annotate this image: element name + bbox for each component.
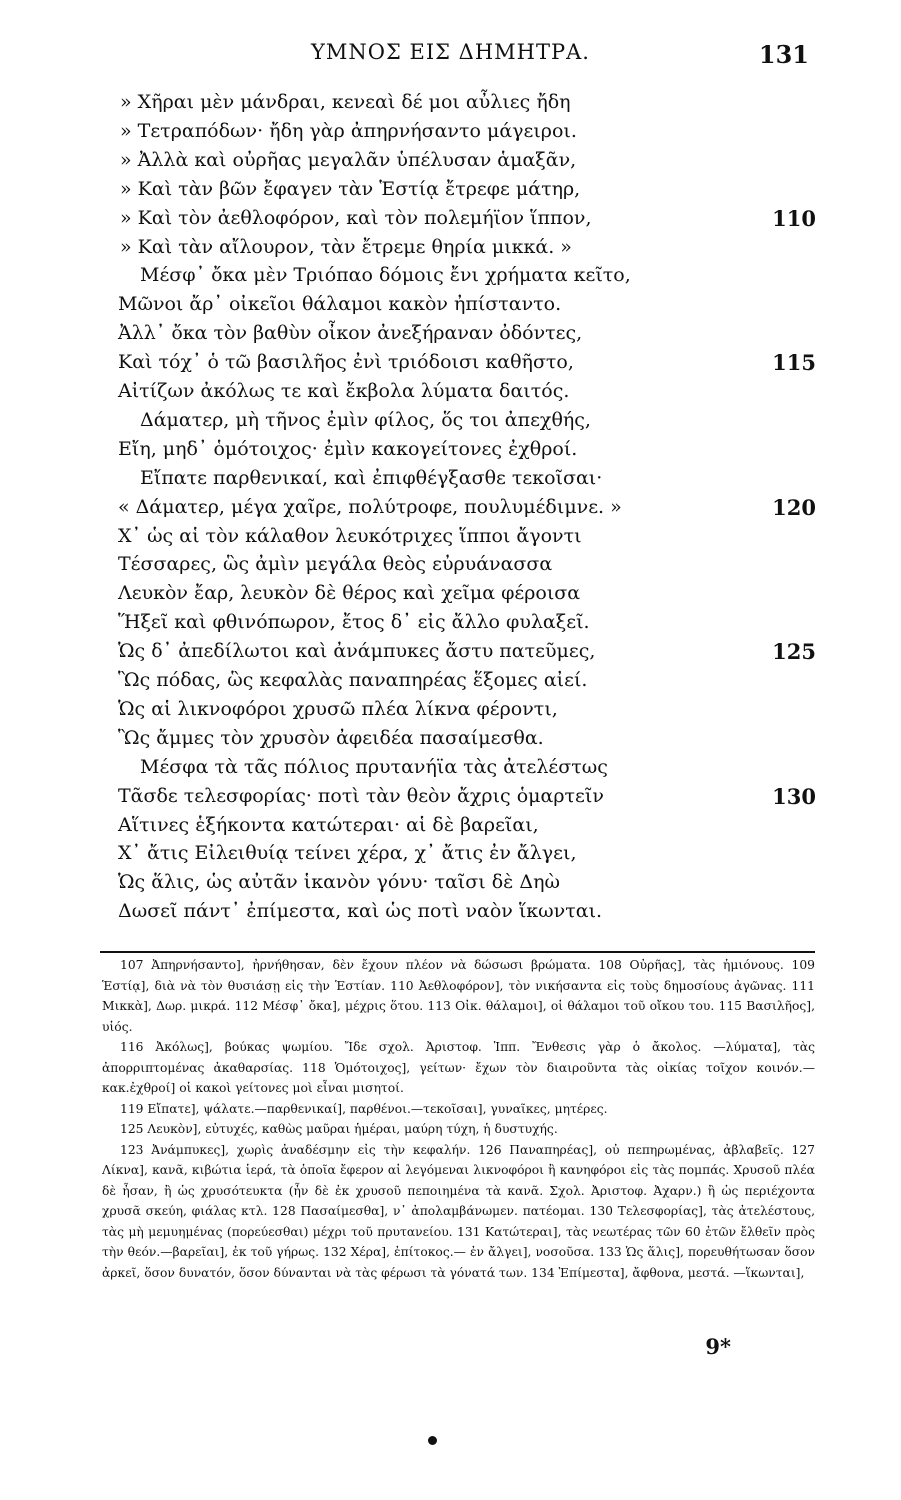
verse-line bbox=[0, 233, 901, 262]
verse-text: » Τετραπόδων· ἤδη γὰρ ἀπηρνήσαντο μάγειροι. bbox=[120, 119, 577, 142]
verse-text: Ὡς δ᾽ ἀπεδίλωτοι καὶ ἀνάμπυκες ἄστυ πατεῦμες, bbox=[118, 640, 596, 663]
verse-text: Δωσεῖ πάντ᾽ ἐπίμεστα, καὶ ὡς ποτὶ ναὸν ἵκωνται. bbox=[118, 900, 603, 923]
verse-line bbox=[0, 753, 901, 782]
verse-text: Εἴη, μηδ᾽ ὁμότοιχος· ἐμὶν κακογείτονες ἐχθροί. bbox=[118, 437, 578, 460]
verse-text: Εἴπατε παρθενικαί, καὶ ἐπιφθέγξασθε τεκοῖσαι· bbox=[140, 466, 603, 489]
verse-line bbox=[0, 377, 901, 406]
verse-line bbox=[0, 204, 901, 233]
verse-line bbox=[0, 868, 901, 897]
footnote-paragraph: 107 Ἀπηρνήσαντο], ἠρνήθησαν, δὲν ἔχουν πλέον νὰ δώσωσι βρώματα. 108 Οὐρῆας], τὰς ἡμιόνους. 109 Ἑστίᾳ], διὰ νὰ τὸν θυσιάσῃ εἰς τὴν Ἑστίαν. 110 Ἀεθλοφόρον], τὸν νικήσαντα εἰς τοὺς δημοσίους ἀγῶνας. 111 Μικκὰ], Δωρ. μικρά. 112 Μέσφ᾽ ὄκα], μέχρις ὅτου. 113 Οἰκ. θάλαμοι], οἱ θάλαμοι τοῦ οἴκου του. 115 Βασιλῆος], υἱός. bbox=[102, 958, 815, 1034]
verse-text: Χ᾽ ὡς αἱ τὸν κάλαθον λευκότριχες ἵπποι ἄγοντι bbox=[118, 524, 582, 547]
verse-line bbox=[0, 88, 901, 117]
verse-text: Χ᾽ ἄτις Εἰλειθυίᾳ τείνει χέρα, χ᾽ ἄτις ἐν ἄλγει, bbox=[118, 842, 577, 865]
footnote-paragraph: 125 Λευκὸν], εὐτυχές, καθὼς μαῦραι ἡμέραι, μαύρη τύχη, ἡ δυστυχής. bbox=[120, 1122, 558, 1136]
verse-line bbox=[0, 464, 901, 493]
verse-line bbox=[0, 897, 901, 926]
verse-text: Αἵτινες ἑξήκοντα κατώτεραι· αἱ δὲ βαρεῖαι, bbox=[118, 813, 539, 836]
footnotes bbox=[102, 955, 815, 1283]
line-number: 120 bbox=[772, 494, 816, 520]
verse-line bbox=[0, 608, 901, 637]
verse-text: Ὡς ἅλις, ὡς αὐτᾶν ἱκανὸν γόνυ· ταῖσι δὲ Δηὼ bbox=[118, 871, 560, 894]
verse-line bbox=[0, 348, 901, 377]
footnote-paragraph: 119 Εἴπατε], ψάλατε.—παρθενικαί], παρθένοι.—τεκοῖσαι], γυναῖκες, μητέρες. bbox=[120, 1101, 608, 1116]
verse-text: Τέσσαρες, ὣς ἀμὶν μεγάλα θεὸς εὐρυάνασσα bbox=[118, 553, 553, 576]
verse-text: Ἥξεῖ καὶ φθινόπωρον, ἔτος δ᾽ εἰς ἄλλο φυλαξεῖ. bbox=[118, 611, 590, 634]
verse-line bbox=[0, 637, 901, 666]
line-number: 130 bbox=[772, 783, 816, 809]
footnote-paragraph: 123 Ἀνάμπυκες], χωρὶς ἀναδέσμην εἰς τὴν κεφαλήν. 126 Παναπηρέας], οὐ πεπηρωμένας, ἀβλαβεῖς. 127 Λίκνα], κανᾶ, κιβώτια ἱερά, τὰ ὁποῖα ἔφερον αἱ λεγόμεναι λικνοφόροι ἢ κανηφόροι εἰς τὰς πομπάς. Χρυσοῦ πλέα δὲ ἦσαν, ἢ ὡς χρυσότευκτα (ἦν δὲ ἐκ χρυσοῦ πεποιημένα τὰ κανᾶ. Σχολ. Ἀριστοφ. Ἀχαρν.) ἢ ὡς περιέχοντα χρυσᾶ σκεύη, φιάλας κτλ. 128 Πασαίμεσθα], ν᾽ ἀπολαμβάνωμεν. πατέομαι. 130 Τελεσφορίας], τὰς ἀτελέστους, τὰς μὴ μεμυημένας (πορεύεσθαι) μέχρι τοῦ πρυτανείου. 131 Κατώτεραι], τὰς νεωτέρας τῶν 60 ἐτῶν ἔλθεῖν πρὸς τὴν θεόν.—βαρεῖαι], ἐκ τοῦ γήρως. 132 Χέρα], ἐπίτοκος.— ἐν ἄλγει], νοσοῦσα. 133 Ὡς ἅλις], πορευθήτωσαν ὅσον ἀρκεῖ, ὅσον δυνατόν, ὅσον δύνανται νὰ τὰς φέρωσι τὰ γόνατά των. 134 Ἐπίμεστα], ἄφθονα, μεστά. —ἵκωνται], bbox=[102, 1142, 815, 1280]
verse-text: » Καὶ τὸν ἀεθλοφόρον, καὶ τὸν πολεμήϊον ἵππον, bbox=[120, 206, 592, 229]
verse-text: » Καὶ τὰν βῶν ἔφαγεν τὰν Ἑστίᾳ ἔτρεφε μάτηρ, bbox=[120, 177, 581, 200]
verse-line bbox=[0, 146, 901, 175]
verse-line bbox=[0, 290, 901, 319]
verse-text: » Χῆραι μὲν μάνδραι, κενεαὶ δέ μοι αὖλιες ἤδη bbox=[120, 91, 571, 113]
verse-text: Ὣς πόδας, ὣς κεφαλὰς παναπηρέας ἕξομες αἰεί. bbox=[118, 669, 588, 691]
verse-text: Δάματερ, μὴ τῆνος ἐμὶν φίλος, ὅς τοι ἀπεχθής, bbox=[140, 408, 591, 431]
line-number: 125 bbox=[772, 639, 816, 665]
verse-text: Μέσφα τὰ τᾶς πόλιος πρυτανήϊα τὰς ἀτελέστως bbox=[140, 755, 608, 778]
verse-text: Ὡς αἱ λικνοφόροι χρυσῶ πλέα λίκνα φέροντι, bbox=[118, 697, 558, 720]
footnote-divider bbox=[100, 951, 815, 953]
verse-line bbox=[0, 666, 901, 695]
verse-text: Τᾶσδε τελεσφορίας· ποτὶ τὰν θεὸν ἄχρις ὁμαρτεῖν bbox=[118, 784, 604, 807]
verse-line bbox=[0, 406, 901, 435]
verse-line bbox=[0, 522, 901, 551]
verse-line bbox=[0, 782, 901, 811]
verse-line bbox=[0, 319, 901, 348]
verse-line bbox=[0, 175, 901, 204]
verse-text: » Καὶ τὰν αἴλουρον, τὰν ἔτρεμε θηρία μικκά. » bbox=[120, 235, 572, 258]
page-number: 131 bbox=[758, 40, 809, 69]
line-number: 110 bbox=[772, 205, 816, 231]
verse-line bbox=[0, 839, 901, 868]
printer-signature-mark: 9* bbox=[705, 1334, 731, 1359]
verse-text: Καὶ τόχ᾽ ὁ τῶ βασιλῆος ἐνὶ τριόδοισι καθῆστο, bbox=[118, 351, 574, 374]
verse-line bbox=[0, 435, 901, 464]
verse-text: Αἰτίζων ἀκόλως τε καὶ ἔκβολα λύματα δαιτός. bbox=[118, 380, 570, 402]
verse-text: « Δάματερ, μέγα χαῖρε, πολύτροφε, πουλυμέδιμνε. » bbox=[118, 495, 622, 518]
verse-text: Ἀλλ᾽ ὄκα τὸν βαθὺν οἶκον ἀνεξήραναν ὀδόντες, bbox=[118, 322, 583, 345]
verse-line bbox=[0, 579, 901, 608]
footnote-paragraph: 116 Ἀκόλως], βούκας ψωμίου. Ἴδε σχολ. Ἀριστοφ. Ἱππ. Ἔνθεσις γὰρ ὁ ἄκολος. —λύματα], τὰς ἀπορριπτομένας ἀκαθαρσίας. 118 Ὁμότοιχος], γείτων· ἔχων τὸν διαιροῦντα τὰς οἰκίας τοῖχον κοινόν.—κακ.ἐχθροί] οἱ κακοὶ γείτονες μοὶ εἶναι μισητοί. bbox=[102, 1040, 815, 1095]
line-number: 115 bbox=[772, 350, 816, 376]
verse-line bbox=[0, 493, 901, 522]
verse-line bbox=[0, 117, 901, 146]
verse-text: Ὣς ἄμμες τὸν χρυσὸν ἀφειδέα πασαίμεσθα. bbox=[118, 726, 544, 749]
verse-line bbox=[0, 695, 901, 724]
verse-line bbox=[0, 811, 901, 840]
verse-line bbox=[0, 261, 901, 290]
verse-text: Μῶνοι ἄρ᾽ οἰκεῖοι θάλαμοι κακὸν ἠπίσταντο. bbox=[118, 293, 562, 316]
bottom-dot bbox=[428, 1436, 437, 1445]
verse-line bbox=[0, 550, 901, 579]
running-header-title: ΥΜΝΟΣ ΕΙΣ ΔΗΜΗΤΡΑ. bbox=[311, 40, 590, 64]
verse-text: » Ἀλλὰ καὶ οὐρῆας μεγαλᾶν ὑπέλυσαν ἁμαξᾶν, bbox=[120, 148, 577, 171]
verse-text: Λευκὸν ἔαρ, λευκὸν δὲ θέρος καὶ χεῖμα φέροισα bbox=[118, 582, 581, 605]
verse-line bbox=[0, 724, 901, 753]
verse-text: Μέσφ᾽ ὄκα μὲν Τριόπαο δόμοις ἔνι χρήματα κεῖτο, bbox=[140, 264, 631, 287]
